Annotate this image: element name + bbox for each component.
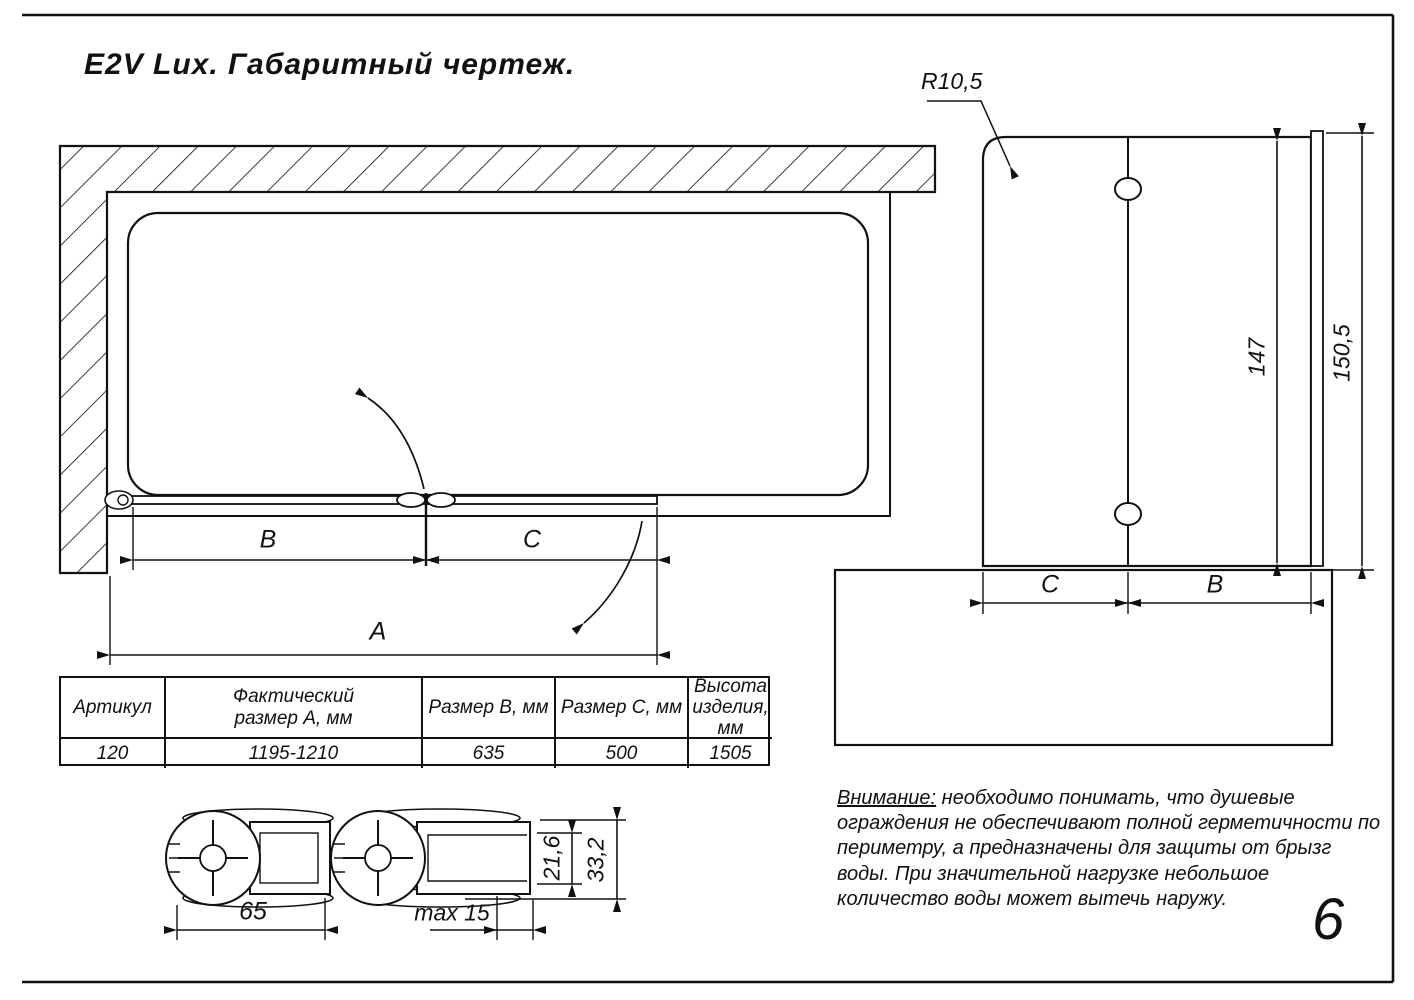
- warning-body: необходимо понимать, что душевые ограждения не обеспечивают полной герметичности по периметру, а предназначены для защиты от брызг воды. При значительной нагрузке небольшое количество воды может вытечь наружу.: [837, 787, 1381, 910]
- table-cell: 1505: [709, 742, 752, 764]
- table-header-cell: Размер В, мм: [423, 678, 556, 739]
- profile-width-label: 65: [239, 897, 267, 926]
- table-header-cell: Размер С, мм: [556, 678, 689, 739]
- plan-dim-a-label: A: [369, 617, 387, 646]
- side-radius-label: R10,5: [921, 68, 983, 94]
- side-dim-c-label: C: [1040, 570, 1060, 599]
- side-total-height-label: 150,5: [1328, 324, 1355, 382]
- profile-adjustment-label: max 15: [414, 899, 490, 926]
- spec-table: [59, 676, 770, 766]
- page-number: 6: [1312, 887, 1345, 952]
- side-dim-b-label: B: [1206, 570, 1224, 599]
- table-cell: 1195-1210: [166, 739, 423, 768]
- plan-view: [60, 146, 935, 665]
- table-header-cell: Артикул: [61, 678, 166, 739]
- profile-height-label: 33,2: [582, 837, 609, 883]
- table-header-cell: Фактический размер А, мм: [166, 678, 423, 739]
- table-cell: 500: [556, 739, 689, 768]
- side-glass-height-label: 147: [1243, 337, 1270, 377]
- warning-note: [837, 786, 1385, 912]
- page-title: E2V Lux. Габаритный чертеж.: [84, 48, 576, 81]
- plan-dim-b-label: B: [259, 525, 277, 554]
- profile-slot-depth-label: 21,6: [538, 835, 565, 881]
- table-header-cell: Высота изделия, мм: [689, 678, 772, 739]
- side-view: [835, 101, 1374, 745]
- plan-dim-c-label: C: [522, 525, 542, 554]
- table-cell: 120: [61, 739, 166, 768]
- table-cell: 635: [423, 739, 556, 768]
- warning-prefix: Внимание:: [837, 787, 937, 809]
